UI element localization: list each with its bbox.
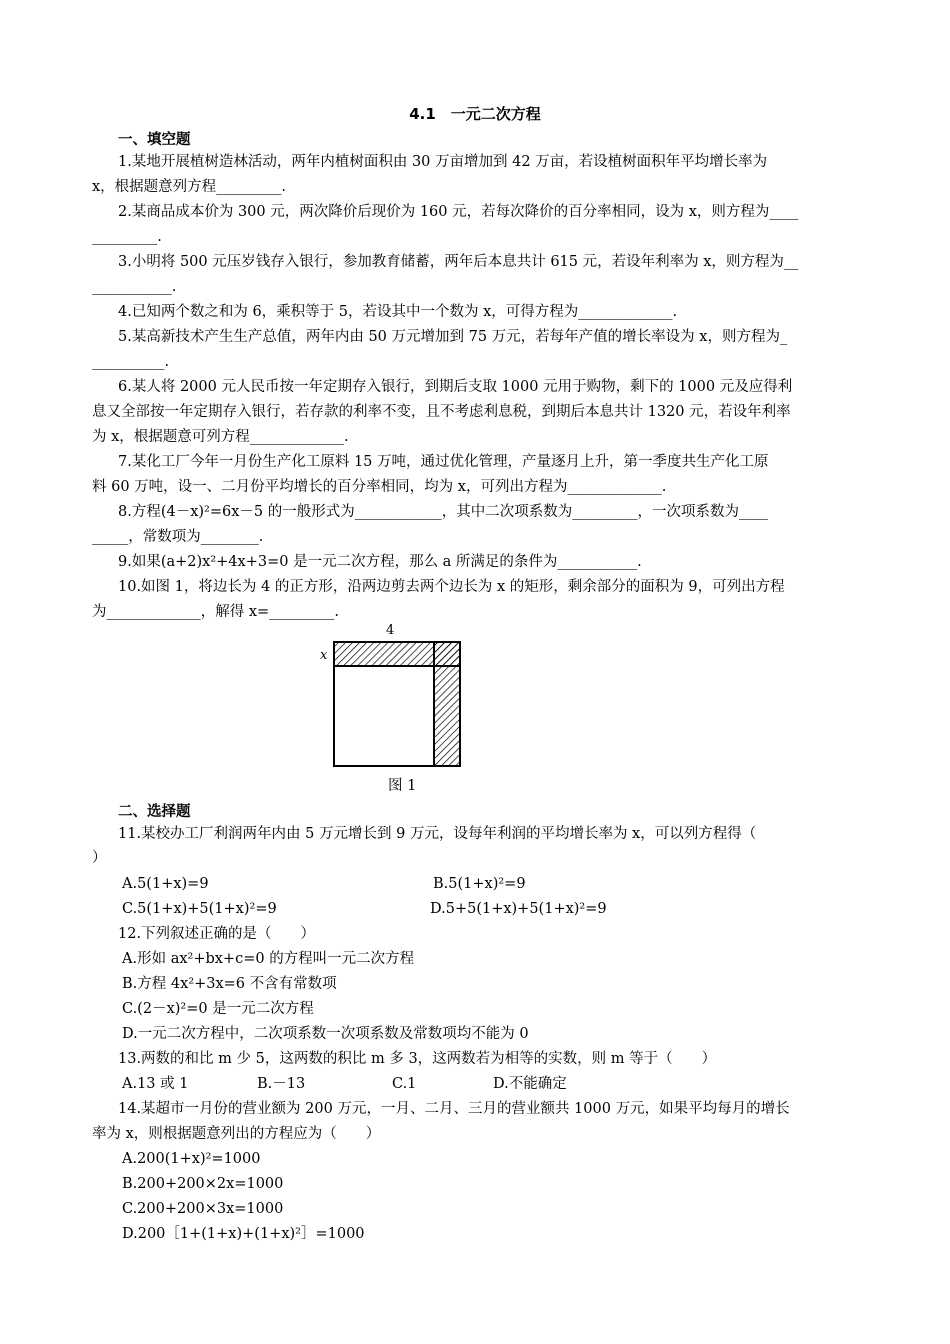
figure-label-top: 4	[386, 623, 395, 638]
question-13: 13.两数的和比 m 少 5，这两数的积比 m 多 3，这两数若为相等的实数，则 m 等于（ ）	[118, 1051, 717, 1067]
remaining-square	[334, 666, 434, 766]
question-1-line-2: x，根据题意列方程_________.	[92, 179, 287, 195]
figure-label-left: x	[320, 648, 328, 663]
question-12-option-c: C.(2－x)²=0 是一元二次方程	[122, 1001, 314, 1017]
question-10-line-2: 为_____________，解得 x=_________.	[92, 604, 340, 620]
section-multiple-choice: 二、选择题	[118, 804, 191, 820]
question-8-line-2: _____，常数项为________.	[92, 529, 264, 545]
question-9: 9.如果(a+2)x²+4x+3=0 是一元二次方程，那么 a 所满足的条件为___________.	[118, 554, 642, 570]
question-11-option-d: D.5+5(1+x)+5(1+x)²=9	[430, 901, 607, 917]
question-3-line-1: 3.小明将 500 元压岁钱存入银行，参加教育储蓄，两年后本息共计 615 元，若设年利率为 x，则方程为__	[118, 254, 799, 270]
question-2-line-2: _________.	[92, 229, 162, 245]
question-11-option-a: A.5(1+x)=9	[122, 876, 209, 892]
question-14-line-2: 率为 x，则根据题意列出的方程应为（ ）	[92, 1126, 381, 1142]
figure-1-diagram	[318, 620, 468, 772]
question-5-line-1: 5.某高新技术产生生产总值，两年内由 50 万元增加到 75 万元，若每年产值的增长率设为 x，则方程为_	[118, 329, 788, 345]
question-11-option-c: C.5(1+x)+5(1+x)²=9	[122, 901, 277, 917]
question-14-line-1: 14.某超市一月份的营业额为 200 万元，一月、二月、三月的营业额共 1000 万元，如果平均每月的增长	[118, 1101, 790, 1117]
question-11-line-1: 11.某校办工厂利润两年内由 5 万元增长到 9 万元，设每年利润的平均增长率为 x，可以列方程得（	[118, 826, 757, 842]
section-fill-in: 一、填空题	[118, 132, 191, 148]
question-7-line-2: 料 60 万吨，设一、二月份平均增长的百分率相同，均为 x，可列出方程为_____________.	[92, 479, 667, 495]
question-8-line-1: 8.方程(4－x)²=6x－5 的一般形式为____________，其中二次项系数为_________，一次项系数为____	[118, 504, 768, 520]
question-4: 4.已知两个数之和为 6，乘积等于 5，若设其中一个数为 x，可得方程为_____________.	[118, 304, 678, 320]
question-11-option-b: B.5(1+x)²=9	[433, 876, 526, 892]
figure-caption: 图 1	[388, 778, 417, 794]
question-12: 12.下列叙述正确的是（ ）	[118, 926, 316, 942]
question-1-line-1: 1.某地开展植树造林活动，两年内植树面积由 30 万亩增加到 42 万亩，若设植树面积年平均增长率为	[118, 154, 768, 170]
question-2-line-1: 2.某商品成本价为 300 元，两次降价后现价为 160 元，若每次降价的百分率相同，设为 x，则方程为____	[118, 204, 799, 220]
question-14-option-a: A.200(1+x)²=1000	[122, 1151, 261, 1167]
question-13-option-b: B.－13	[257, 1076, 306, 1092]
question-14-option-b: B.200+200×2x=1000	[122, 1176, 284, 1192]
page-title: 4.1 一元二次方程	[409, 105, 541, 123]
figure-1	[318, 620, 468, 776]
question-14-option-c: C.200+200×3x=1000	[122, 1201, 284, 1217]
question-13-option-d: D.不能确定	[493, 1076, 567, 1092]
question-6-line-2: 息又全部按一年定期存入银行，若存款的利率不变，且不考虑利息税，到期后本息共计 1320 元，若设年利率	[92, 404, 791, 420]
question-12-option-b: B.方程 4x²+3x=6 不含有常数项	[122, 976, 337, 992]
question-3-line-2: ___________.	[92, 279, 177, 295]
question-6-line-3: 为 x，根据题意可列方程_____________.	[92, 429, 349, 445]
question-11-line-2: ）	[92, 850, 107, 866]
question-13-option-a: A.13 或 1	[122, 1076, 189, 1092]
question-12-option-a: A.形如 ax²+bx+c=0 的方程叫一元二次方程	[122, 951, 415, 967]
question-10-line-1: 10.如图 1，将边长为 4 的正方形，沿两边剪去两个边长为 x 的矩形，剩余部分的面积为 9，可列出方程	[118, 579, 785, 595]
hatched-right-strip	[434, 642, 460, 766]
question-14-option-d: D.200［1+(1+x)+(1+x)²］=1000	[122, 1226, 365, 1242]
question-13-option-c: C.1	[392, 1076, 417, 1092]
question-5-line-2: __________.	[92, 354, 170, 370]
question-6-line-1: 6.某人将 2000 元人民币按一年定期存入银行，到期后支取 1000 元用于购物，剩下的 1000 元及应得利	[118, 379, 793, 395]
question-7-line-1: 7.某化工厂今年一月份生产化工原料 15 万吨，通过优化管理，产量逐月上升，第一季度共生产化工原	[118, 454, 769, 470]
question-12-option-d: D.一元二次方程中，二次项系数一次项系数及常数项均不能为 0	[122, 1026, 529, 1042]
